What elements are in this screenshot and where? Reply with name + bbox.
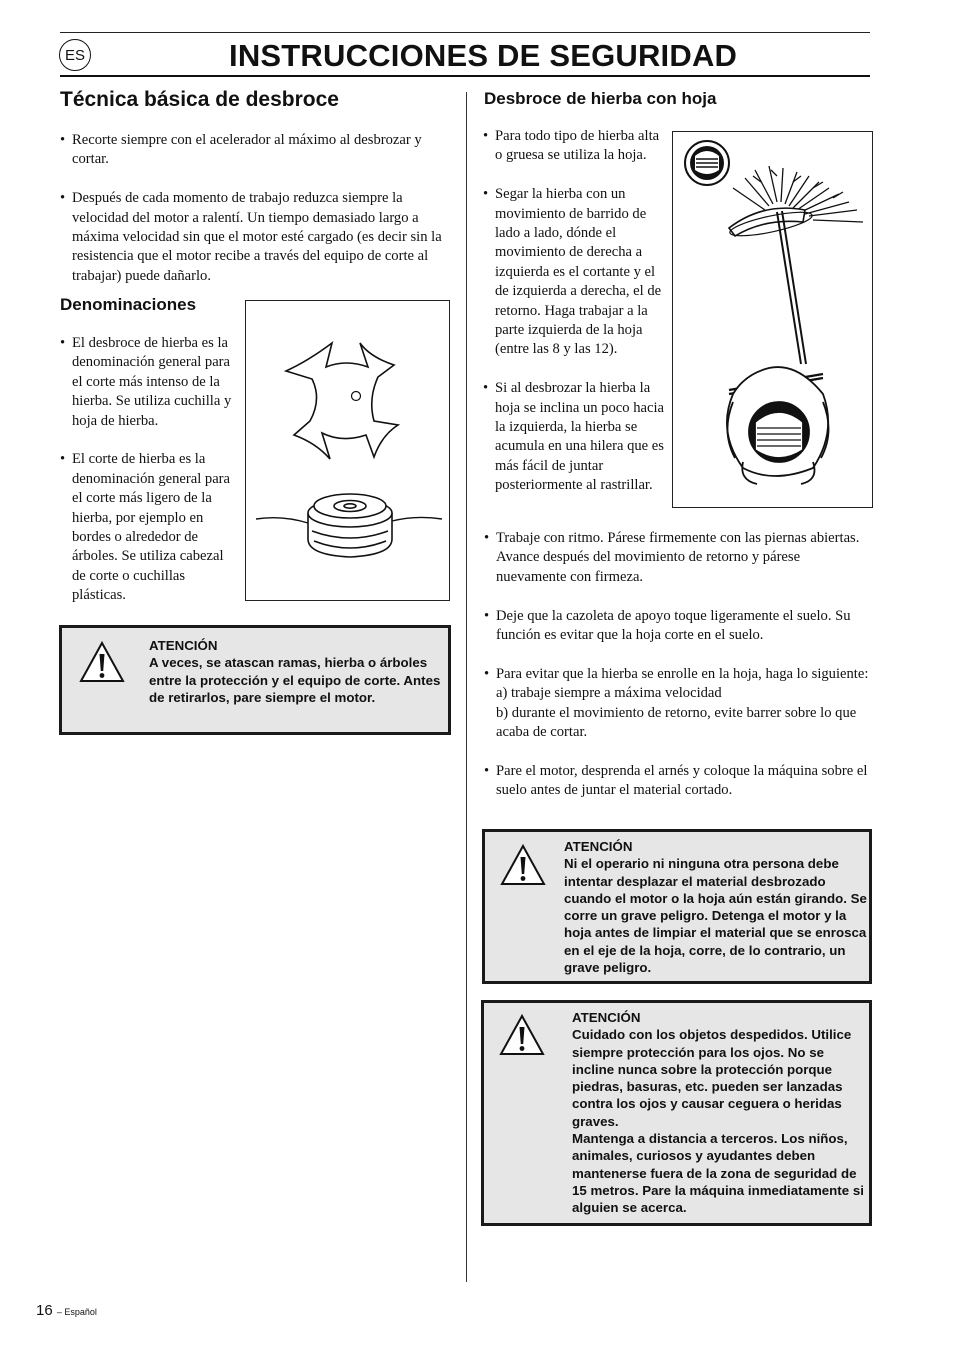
trimmer-head-icon [256,494,442,557]
warning-text [564,838,868,976]
title-rule [60,75,870,77]
list-item: • Recorte siempre con el acelerador al máximo al desbrozar y cortar. [60,131,452,170]
list-item: • El corte de hierba es la denominación general para el corte más ligero de la hierba, por ejemplo en bordes o alrededor de árboles. Se utiliza cabezal de corte o cuchillas plásticas. [60,450,232,605]
cutting-equipment-figure [245,300,450,601]
warning-text [572,1009,864,1217]
warning-title: ATENCIÓN [564,839,633,854]
grass-blade-icon [286,343,398,459]
list-item: • Después de cada momento de trabajo reduzca siempre la velocidad del motor a ralentí. Un tiempo demasiado largo a máxima velocidad sin que el motor esté cargado (es decir sin la resistencia que el motor recibe a través del equipo de corte al trabajar) puede dañarlo. [60,189,452,286]
warning-box-flying-objects [481,1000,872,1226]
section-heading-basic-technique: Técnica básica de desbroce [60,88,339,111]
list-item: • Trabaje con ritmo. Párese firmemente con las piernas abiertas. Avance después del movimiento de retorno y párese nuevamente con firmeza. [484,529,874,587]
face-protection-icon [685,141,729,185]
warning-title: ATENCIÓN [149,638,218,653]
warning-body: Ni el operario ni ninguna otra persona debe intentar desplazar el material desbrozado cuando el motor o la hoja aún están girando. Se corre un grave peligro. Detenga el motor y la hoja antes de limpiar el material que se enrosca en el eje de la hoja, corre, de lo contrario, un grave peligro. [564,856,867,976]
warning-triangle-icon [498,1013,546,1057]
warning-box-jammed-branches [59,625,451,735]
wrap-intro: Para evitar que la hierba se enrolle en la hoja, haga lo siguiente: [496,665,869,682]
warning-text [149,637,441,706]
warning-title: ATENCIÓN [572,1010,641,1025]
warning-triangle-icon [499,843,547,887]
blade-center-hole [352,392,361,401]
language-badge: ES [59,39,91,71]
list-item [484,665,874,743]
column-divider [466,92,467,1282]
warning-body: Cuidado con los objetos despedidos. Utilice siempre protección para los ojos. No se incline nunca sobre la protección porque piedras, basuras, etc. pueden ser lanzadas contra los ojos y causar ceguera o heridas graves. [572,1027,852,1129]
wrap-step-a: a) trabaje siempre a máxima velocidad [496,685,722,702]
list-item: • Pare el motor, desprenda el arnés y coloque la máquina sobre el suelo antes de juntar el material cortado. [484,762,874,801]
list-item: • Deje que la cazoleta de apoyo toque ligeramente el suelo. Su función es evitar que la hoja corte en el suelo. [484,607,874,646]
section-heading-denominations: Denominaciones [60,295,197,314]
wrap-step-b: b) durante el movimiento de retorno, evite barrer sobre lo que acaba de cortar. [496,704,857,741]
operator-clearing-grass-illustration [673,132,872,507]
trimmer-shaft [777,211,806,364]
warning-box-clear-material [482,829,872,984]
footer-language: – Español [56,1307,97,1317]
list-item: • Si al desbrozar la hierba la hoja se inclina un poco hacia la izquierda, la hierba se acumula en una hilera que es más fácil de juntar posteriormente al rastrillar. [483,379,667,495]
warning-body: A veces, se atascan ramas, hierba o árboles entre la protección y el equipo de corte. Antes de retirarlos, pare siempre el motor. [149,655,441,705]
blade-clearing-list-wide [484,529,874,820]
basic-technique-list [60,131,452,306]
blade-and-trimmer-head-illustration [246,301,449,600]
top-rule [60,32,870,33]
section-heading-blade-clearing: Desbroce de hierba con hoja [484,89,717,108]
page-title: INSTRUCCIONES DE SEGURIDAD [229,38,738,73]
warning-body-2: Mantenga a distancia a terceros. Los niños, animales, curiosos y ayudantes deben mantenerse fuera de la zona de seguridad de 15 metros. Pare la máquina inmediatamente si alguien se acerca. [572,1131,864,1216]
page-footer [36,1302,97,1319]
list-item: • Para todo tipo de hierba alta o gruesa se utiliza la hoja. [483,127,667,166]
blade-clearing-list-narrow [483,127,667,515]
warning-triangle-icon [78,640,126,684]
operator-body [727,367,829,484]
list-item: • Segar la hierba con un movimiento de barrido de lado a lado, dónde el movimiento de derecha a izquierda es el cortante y el de izquierda a derecha, el de retorno. Haga trabajar a la parte izquierda de la hoja (entre las 8 y las 12). [483,185,667,360]
operator-figure [672,131,873,508]
page-number: 16 [36,1302,53,1319]
list-item: • El desbroce de hierba es la denominación general para el corte más intenso de la hierba. Se utiliza cuchilla y hoja de hierba. [60,334,232,431]
denominations-list [60,334,232,625]
